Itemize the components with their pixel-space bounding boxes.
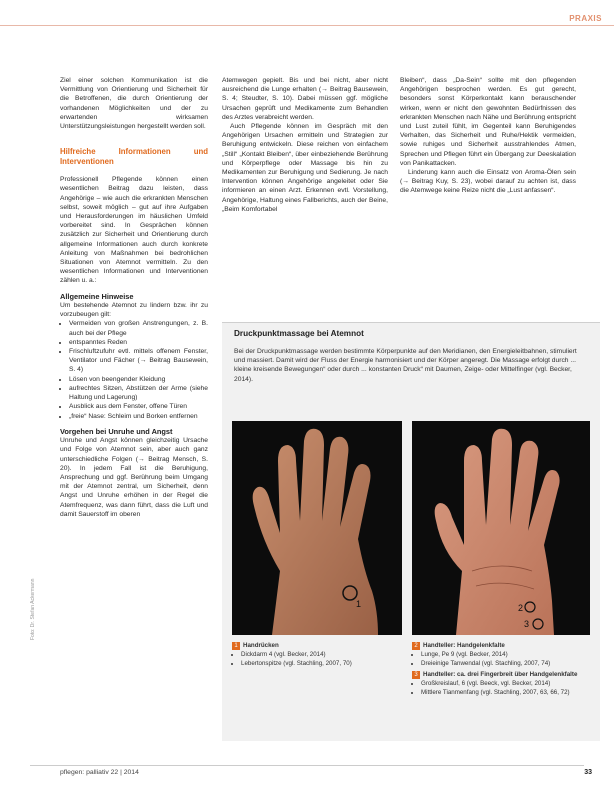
column-2 xyxy=(222,76,388,214)
caption-1 xyxy=(232,641,402,668)
caption-heading: Handteller: ca. drei Fingerbreit über Handgelenkfalte xyxy=(423,671,578,678)
caption-heading: Handteller: Handgelenkfalte xyxy=(423,642,505,649)
column-3 xyxy=(400,76,576,196)
list-item: • Frischluftzufuhr evtl. mittels offenem Fenster, Ventilator und Fächer (→ Beitrag Bausewein, S. 4) xyxy=(69,347,208,375)
body-paragraph: Bleiben“, dass „Da-Sein“ sollte mit den pflegenden Angehörigen besprochen werden. Es gut gerecht, besonders sonst Körperkontakt kann berauschender wirken, wenn er nicht den gewohnten Bedürfnissen des erkrankten Menschen nach Nähe und Berührung entspricht und Lust zuteil fühlt, im Gegenteil kann Beruhigendes Verhalten, das Sicherheit und Ruhe/Hektik vermeiden, sowie ruhiges und Sicherheit ausstrahlendes Atmen, Sprechen und Pflegen führt ein Übergang zur Deeskalation von Panikattacken. xyxy=(400,77,576,167)
panic-paragraph: Unruhe und Angst können gleichzeitig Ursache und Folge von Atemnot sein, aber auch ganz unterschiedliche Folgen (→ Beitrag Mensch, S. 20). In jedem Fall ist die Beruhigung, Ansprechung und ggf. Berührung beim Umgang mit der Atemnot zentral, um Sicherheit, denn Angst und Unruhe erhöhen in der Regel die Atemfrequenz, was dann führt, dass die Luft und damit Sauerstoff im oberen xyxy=(60,437,208,518)
acupressure-box xyxy=(222,322,600,741)
caption-heading: Handrücken xyxy=(243,642,279,649)
marker-1: 1 xyxy=(356,599,362,609)
caption-item: • Mittlere Tianmenfang (vgl. Stachling, 2007, 63, 66, 72) xyxy=(421,688,590,697)
body-paragraph: Professionell Pflegende können einen wesentlichen Beitrag dazu leisten, dass Angehörige – wie auch die erkrankten Menschen selbst, soweit möglich – gut auf ihre Aufgaben und Herausforderungen im häuslichen Umfeld vorbereitet sind. In Gesprächen können zusätzlich zur Sicherheit und Orientierung durch allgemeine Informationen auch durch konkrete Anleitung von Maßnahmen bei bedrohlichen Situationen von Atemnot vermitteln. Zu den wesentlichen Informationen und Interventionen zählen u. a.: xyxy=(60,176,208,285)
caption-item: • Lebertonspitze (vgl. Stachling, 2007, 70) xyxy=(241,659,402,668)
list-item: • Ausblick aus dem Fenster, offene Türen xyxy=(69,402,208,411)
list-item: • „freie“ Nase: Schleim und Borken entfernen xyxy=(69,412,208,421)
hints-list xyxy=(60,319,208,420)
box-text: Bei der Druckpunktmassage werden bestimmte Körperpunkte auf den Meridianen, den Energieleitbahnen, stimuliert und massiert. Damit wird der Fluss der Energie harmonisiert und der Körper angeregt. Die Massage erfolgt durch ... kleine kreisende Bewegungen“ oder durch ... konstanten Druck“ mit Daumen, Zeige- oder Mittelfinger (vgl. Becker, 2014). xyxy=(234,348,577,383)
footer-rule xyxy=(30,765,584,766)
caption-item: • Lunge, Pe 9 (vgl. Becker, 2014) xyxy=(421,650,590,659)
header-rule xyxy=(0,25,614,26)
list-item: • Lösen von beengender Kleidung xyxy=(69,375,208,384)
section-tag: PRAXIS xyxy=(569,14,602,23)
caption-number: 1 xyxy=(232,642,240,650)
page-number: 33 xyxy=(584,769,592,776)
list-item: • aufrechtes Sitzen, Abstützen der Arme (siehe Haltung und Lagerung) xyxy=(69,384,208,402)
subheading-panic: Vorgehen bei Unruhe und Angst xyxy=(60,426,173,436)
photo-hand-back xyxy=(232,421,402,635)
body-paragraph: Linderung kann auch die Einsatz von Aroma-Ölen sein (→ Beitrag Kuy, S. 23), wobei darauf zu achten ist, dass die Atemwege keine Reize nicht die „Lust anfassen“. xyxy=(400,169,576,195)
marker-2: 2 xyxy=(518,603,524,613)
box-title: Druckpunktmassage bei Atemnot xyxy=(234,329,364,338)
intro-paragraph: Ziel einer solchen Kommunikation ist die Vermittlung von Orientierung und Sicherheit für die Betroffenen, die durch Orientierung der vorhandenen Möglichkeiten und der zu erwartenden wirksamen Unterstützungsleistungen hergestellt werden soll. xyxy=(60,77,208,131)
list-item: • Vermeiden von großen Anstrengungen, z. B. auch bei der Pflege xyxy=(69,319,208,337)
section-heading: Hilfreiche Informationen und Interventionen xyxy=(60,147,208,167)
caption-item: • Dickdarm 4 (vgl. Becker, 2014) xyxy=(241,650,402,659)
general-paragraph: Um bestehende Atemnot zu lindern bzw. ihr zu vorzubeugen gilt: xyxy=(60,302,208,319)
photo-hand-palm xyxy=(412,421,590,635)
caption-item: • Dreieinige Tanwendal (vgl. Stachling, 2007, 74) xyxy=(421,659,590,668)
caption-item: • Großkreislauf, 6 (vgl. Beeck, vgl. Becker, 2014) xyxy=(421,679,590,688)
column-1 xyxy=(60,76,208,519)
hand-back-illustration xyxy=(232,421,402,635)
body-paragraph: Atemwegen gepielt. Bis und bei nicht, aber nicht ausreichend die Lunge erhalten (→ Beitrag Bausewein, S. 4; Steudter, S. 10). Dabei müssen ggf. mögliche Ursachen geprüft und Medikamente zum Behandlen des Arztes verabreicht werden. xyxy=(222,77,388,121)
hand-palm-illustration xyxy=(412,421,590,635)
caption-2 xyxy=(412,641,590,697)
journal-name: pflegen: palliativ 22 | 2014 xyxy=(60,769,139,776)
marker-3: 3 xyxy=(524,619,530,629)
caption-number: 3 xyxy=(412,671,420,679)
subheading-general: Allgemeine Hinweise xyxy=(60,291,134,301)
photo-credit: Foto: Dr. Stefan Ackermann xyxy=(30,578,36,640)
list-item: • entspanntes Reden xyxy=(69,338,208,347)
caption-number: 2 xyxy=(412,642,420,650)
body-paragraph: Auch Pflegende können im Gespräch mit den Angehörigen Ursachen ermitteln und Strategien zur Beruhigung entwickeln. Diese reichen von einfachem „Still“ „Kontakt Bleiben“, über einbeziehende Berührung und Körperpflege oder Massage bis hin zu Medikamenten zur Beruhigung und Sedierung. Je nach Intervention können Angehörige angeleitet oder Sie informieren an einen Arzt. Erkennen evtl. Vorstellung, Angehörige, Haltung eines Fallberichts, auch der Beine, „Beim Komfortabel xyxy=(222,123,388,213)
